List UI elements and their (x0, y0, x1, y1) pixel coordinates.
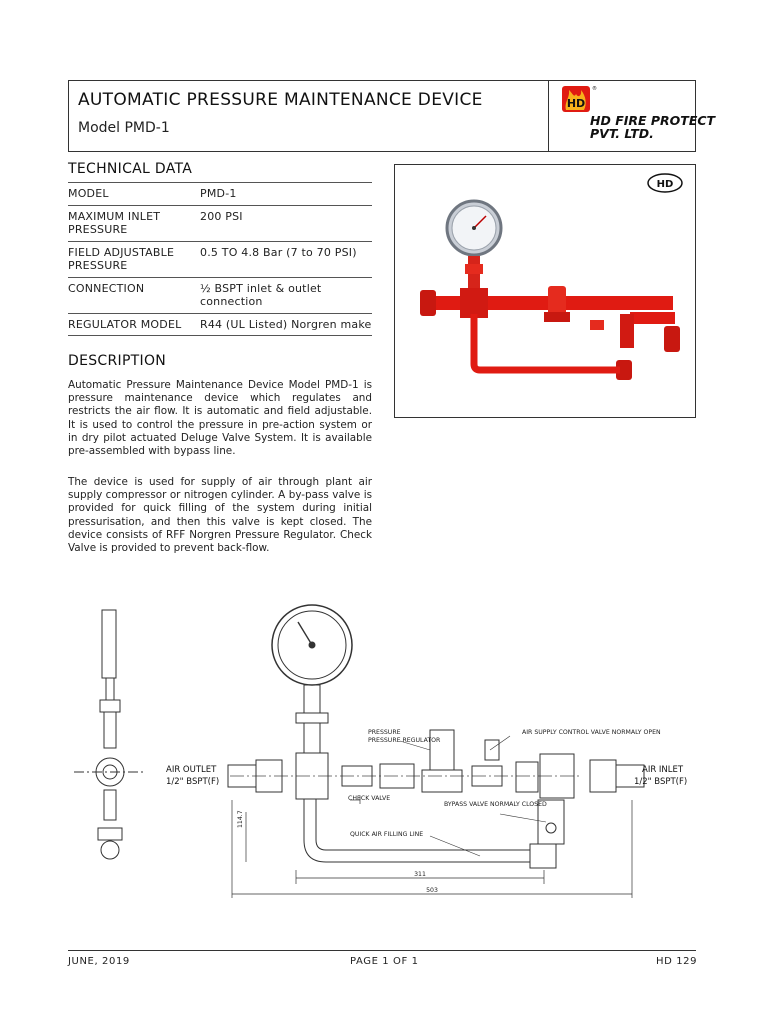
label-pressure-regulator-line1: PRESSURE (368, 729, 401, 736)
table-row (68, 313, 372, 337)
hd-badge (648, 174, 682, 192)
label-quick-fill: QUICK AIR FILLING LINE (350, 831, 424, 838)
label-air-supply-valve: AIR SUPPLY CONTROL VALVE NORMALY OPEN (522, 729, 661, 736)
product-photo (394, 164, 696, 418)
table-cell-label: CONNECTION (68, 281, 145, 295)
inlet-union (664, 326, 680, 352)
regulator-body (548, 286, 566, 316)
hd-badge-text: HD (656, 179, 674, 190)
label-air-inlet-size: 1/2" BSPT(F) (634, 777, 688, 787)
footer-rule (68, 950, 696, 951)
table-row (68, 182, 372, 205)
supply-valve (590, 320, 604, 330)
footer-page-number: PAGE 1 OF 1 (350, 956, 419, 967)
dim-height: 114.7 (237, 810, 244, 828)
table-cell-value: 200 PSI (200, 209, 243, 223)
inlet-pipe (630, 312, 675, 324)
table-cell-label: FIELD ADJUSTABLE PRESSURE (68, 245, 175, 272)
company-name-line2: PVT. LTD. (590, 126, 654, 141)
company-name-line1: HD FIRE PROTECT (590, 113, 716, 128)
regulator-base (544, 312, 570, 322)
company-name (590, 114, 715, 140)
dim-overall: 503 (426, 887, 438, 894)
description-paragraph-1: Automatic Pressure Maintenance Device Model PMD-1 is pressure maintenance device which regulates and restricts the air flow. It is automatic and field adjustable. It is used to control the pressure in pre-action system or in dry pilot actuated Deluge Valve System. It is available pre-assembled with bypass line. (68, 379, 372, 458)
table-cell-label: MODEL (68, 187, 109, 200)
label-check-valve: CHECK VALVE (348, 795, 391, 802)
document-subtitle: Model PMD-1 (78, 120, 170, 136)
pressure-gauge-icon (447, 201, 501, 255)
table-row (68, 277, 372, 313)
document-title: AUTOMATIC PRESSURE MAINTENANCE DEVICE (78, 90, 483, 110)
label-air-inlet: AIR INLET (642, 765, 684, 775)
bypass-riser (620, 314, 634, 348)
logo-mark: HD (566, 97, 586, 110)
drawing-gauge-icon (272, 605, 352, 753)
label-bypass-valve: BYPASS VALVE NORMALY CLOSED (444, 801, 547, 808)
engineering-drawing (60, 600, 710, 900)
dim-inner: 311 (414, 871, 426, 878)
label-air-outlet-size: 1/2" BSPT(F) (166, 777, 220, 787)
table-cell-value: 0.5 TO 4.8 Bar (7 to 70 PSI) (200, 245, 357, 259)
technical-data-title: TECHNICAL DATA (68, 161, 193, 177)
description-title: DESCRIPTION (68, 353, 167, 369)
table-row (68, 205, 372, 241)
dimension-lines (232, 796, 632, 898)
table-cell-value: R44 (UL Listed) Norgren make (200, 317, 372, 331)
table-cell-value: PMD-1 (200, 187, 237, 200)
tee-fitting (460, 288, 488, 318)
label-air-outlet: AIR OUTLET (166, 765, 217, 775)
gauge-valve (465, 264, 483, 274)
svg-text:®: ® (592, 86, 597, 92)
outlet-union (420, 290, 436, 316)
table-cell-value: ½ BSPT inlet & outlet connection (200, 281, 322, 308)
table-cell-label: REGULATOR MODEL (68, 317, 182, 331)
table-cell-label: MAXIMUM INLET PRESSURE (68, 209, 161, 236)
header-divider (548, 80, 549, 152)
side-view (74, 610, 146, 859)
footer-document-number: HD 129 (656, 956, 698, 967)
bypass-loop (304, 799, 564, 868)
technical-data-table (68, 182, 372, 336)
table-row (68, 241, 372, 277)
footer-date: JUNE, 2019 (68, 956, 130, 967)
leader-lines (400, 736, 546, 856)
description-paragraph-2: The device is used for supply of air through plant air supply compressor or nitrogen cylinder. A by-pass valve is provided for quick filling of the system during initial pressurisation, and then this valve is kept closed. The device consists of RFF Norgren Pressure Regulator. Check Valve is provided to prevent back-flow. (68, 476, 372, 555)
label-pressure-regulator: PRESSURE REGULATOR (368, 737, 441, 744)
